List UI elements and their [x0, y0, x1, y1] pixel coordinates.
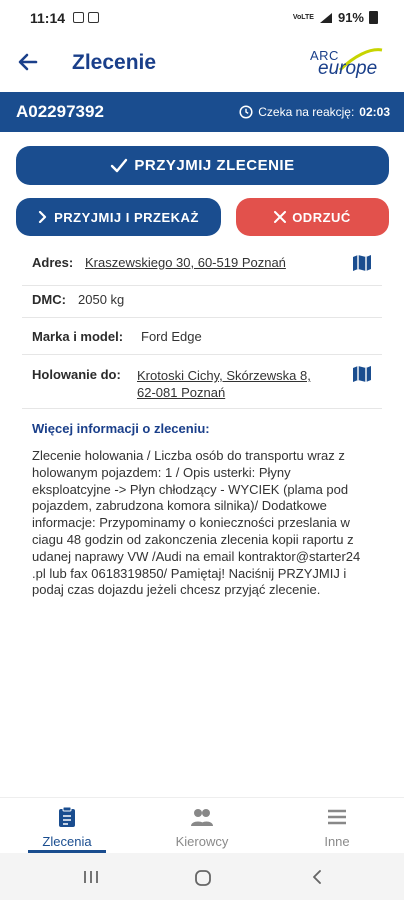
map-icon[interactable] [352, 254, 372, 272]
detail-row-address [22, 245, 382, 286]
more-info-text: Zlecenie holowania / Liczba osób do transportu wraz z holowanym pojazdem: 1 / Opis usterki: Płyny eksploatcyjne -> Płyn chłodzący - WYCIEK (plama pod pojazdem, zabrudzona komora silnika)/ Dodatkowe informacje: Przypominamy o konieczności przeslania w ciagu 48 godzin od zakonczenia zlecenia kopii raportu z udanej naprawy VW /Audi na email kontraktor@starter24 .pl lub fax 0618319850/ Pamiętaj! Naciśnij PRZYJMIJ i podaj czas dojazdu jeżeli chcesz przyjąć zlecenie. [32, 448, 361, 598]
back-arrow-icon[interactable] [14, 48, 42, 76]
tow-destination-link[interactable] [137, 367, 311, 401]
detail-row-dmc [22, 286, 382, 318]
order-info-bar [0, 92, 404, 132]
accept-and-forward-button[interactable] [16, 198, 221, 236]
wait-timer [239, 105, 390, 119]
chevron-right-icon [38, 211, 48, 223]
logo-text-bottom: europe [318, 58, 378, 79]
home-icon[interactable] [194, 869, 212, 887]
accept-order-button[interactable] [16, 146, 389, 185]
clock-icon [239, 105, 253, 119]
battery-percent: 91% [337, 10, 364, 25]
image-icon [73, 12, 84, 23]
page-title: Zlecenie [72, 51, 157, 74]
recent-apps-icon[interactable] [82, 869, 100, 885]
wait-label: Czeka na reakcję: [258, 105, 355, 119]
address-label: Adres: [32, 255, 74, 270]
order-id: A02297392 [16, 102, 104, 121]
clipboard-icon [58, 806, 76, 828]
tow-label: Holowanie do: [32, 367, 121, 382]
map-icon[interactable] [352, 365, 372, 383]
detail-row-tow-destination [22, 355, 382, 409]
dmc-label: DMC: [32, 292, 66, 307]
mail-icon [88, 12, 99, 23]
tow-destination-line2: 62-081 Poznań [137, 385, 226, 400]
close-icon [274, 211, 286, 223]
arc-europe-logo [310, 48, 386, 82]
model-label: Marka i model: [32, 329, 124, 344]
detail-row-model [22, 318, 382, 355]
nav-orders-label: Zlecenia [42, 834, 92, 849]
address-link[interactable]: Kraszewskiego 30, 60-519 Poznań [85, 255, 286, 270]
nav-tab-orders[interactable] [17, 806, 117, 849]
reject-order-button[interactable] [236, 198, 389, 236]
status-right [293, 10, 378, 25]
status-bar [0, 0, 404, 36]
forward-label: PRZYJMIJ I PRZEKAŻ [54, 209, 199, 225]
dmc-value: 2050 kg [78, 292, 125, 307]
reject-label: ODRZUĆ [292, 209, 351, 225]
bottom-navigation [0, 797, 404, 853]
more-info-title: Więcej informacji o zleceniu: [32, 421, 210, 436]
status-time: 11:14 [30, 10, 66, 26]
nav-drivers-label: Kierowcy [175, 834, 229, 849]
accept-label: PRZYJMIJ ZLECENIE [134, 157, 295, 174]
nav-tab-drivers[interactable] [152, 806, 252, 849]
battery-icon [369, 11, 378, 24]
wait-time: 02:03 [359, 105, 390, 119]
system-back-icon[interactable] [310, 869, 324, 885]
notification-icons [73, 12, 99, 23]
system-navigation-bar [0, 853, 404, 900]
nav-other-label: Inne [324, 834, 350, 849]
nav-tab-other[interactable] [287, 806, 387, 849]
model-value: Ford Edge [141, 329, 202, 344]
tow-destination-line1: Krotoski Cichy, Skórzewska 8, [137, 368, 311, 383]
people-icon [190, 806, 214, 828]
check-icon [110, 158, 128, 174]
menu-icon [326, 806, 348, 828]
signal-icon [319, 12, 333, 24]
network-icon: VoLTE [292, 14, 314, 21]
logo-text-top: ARC [310, 48, 339, 63]
app-header [0, 36, 404, 92]
